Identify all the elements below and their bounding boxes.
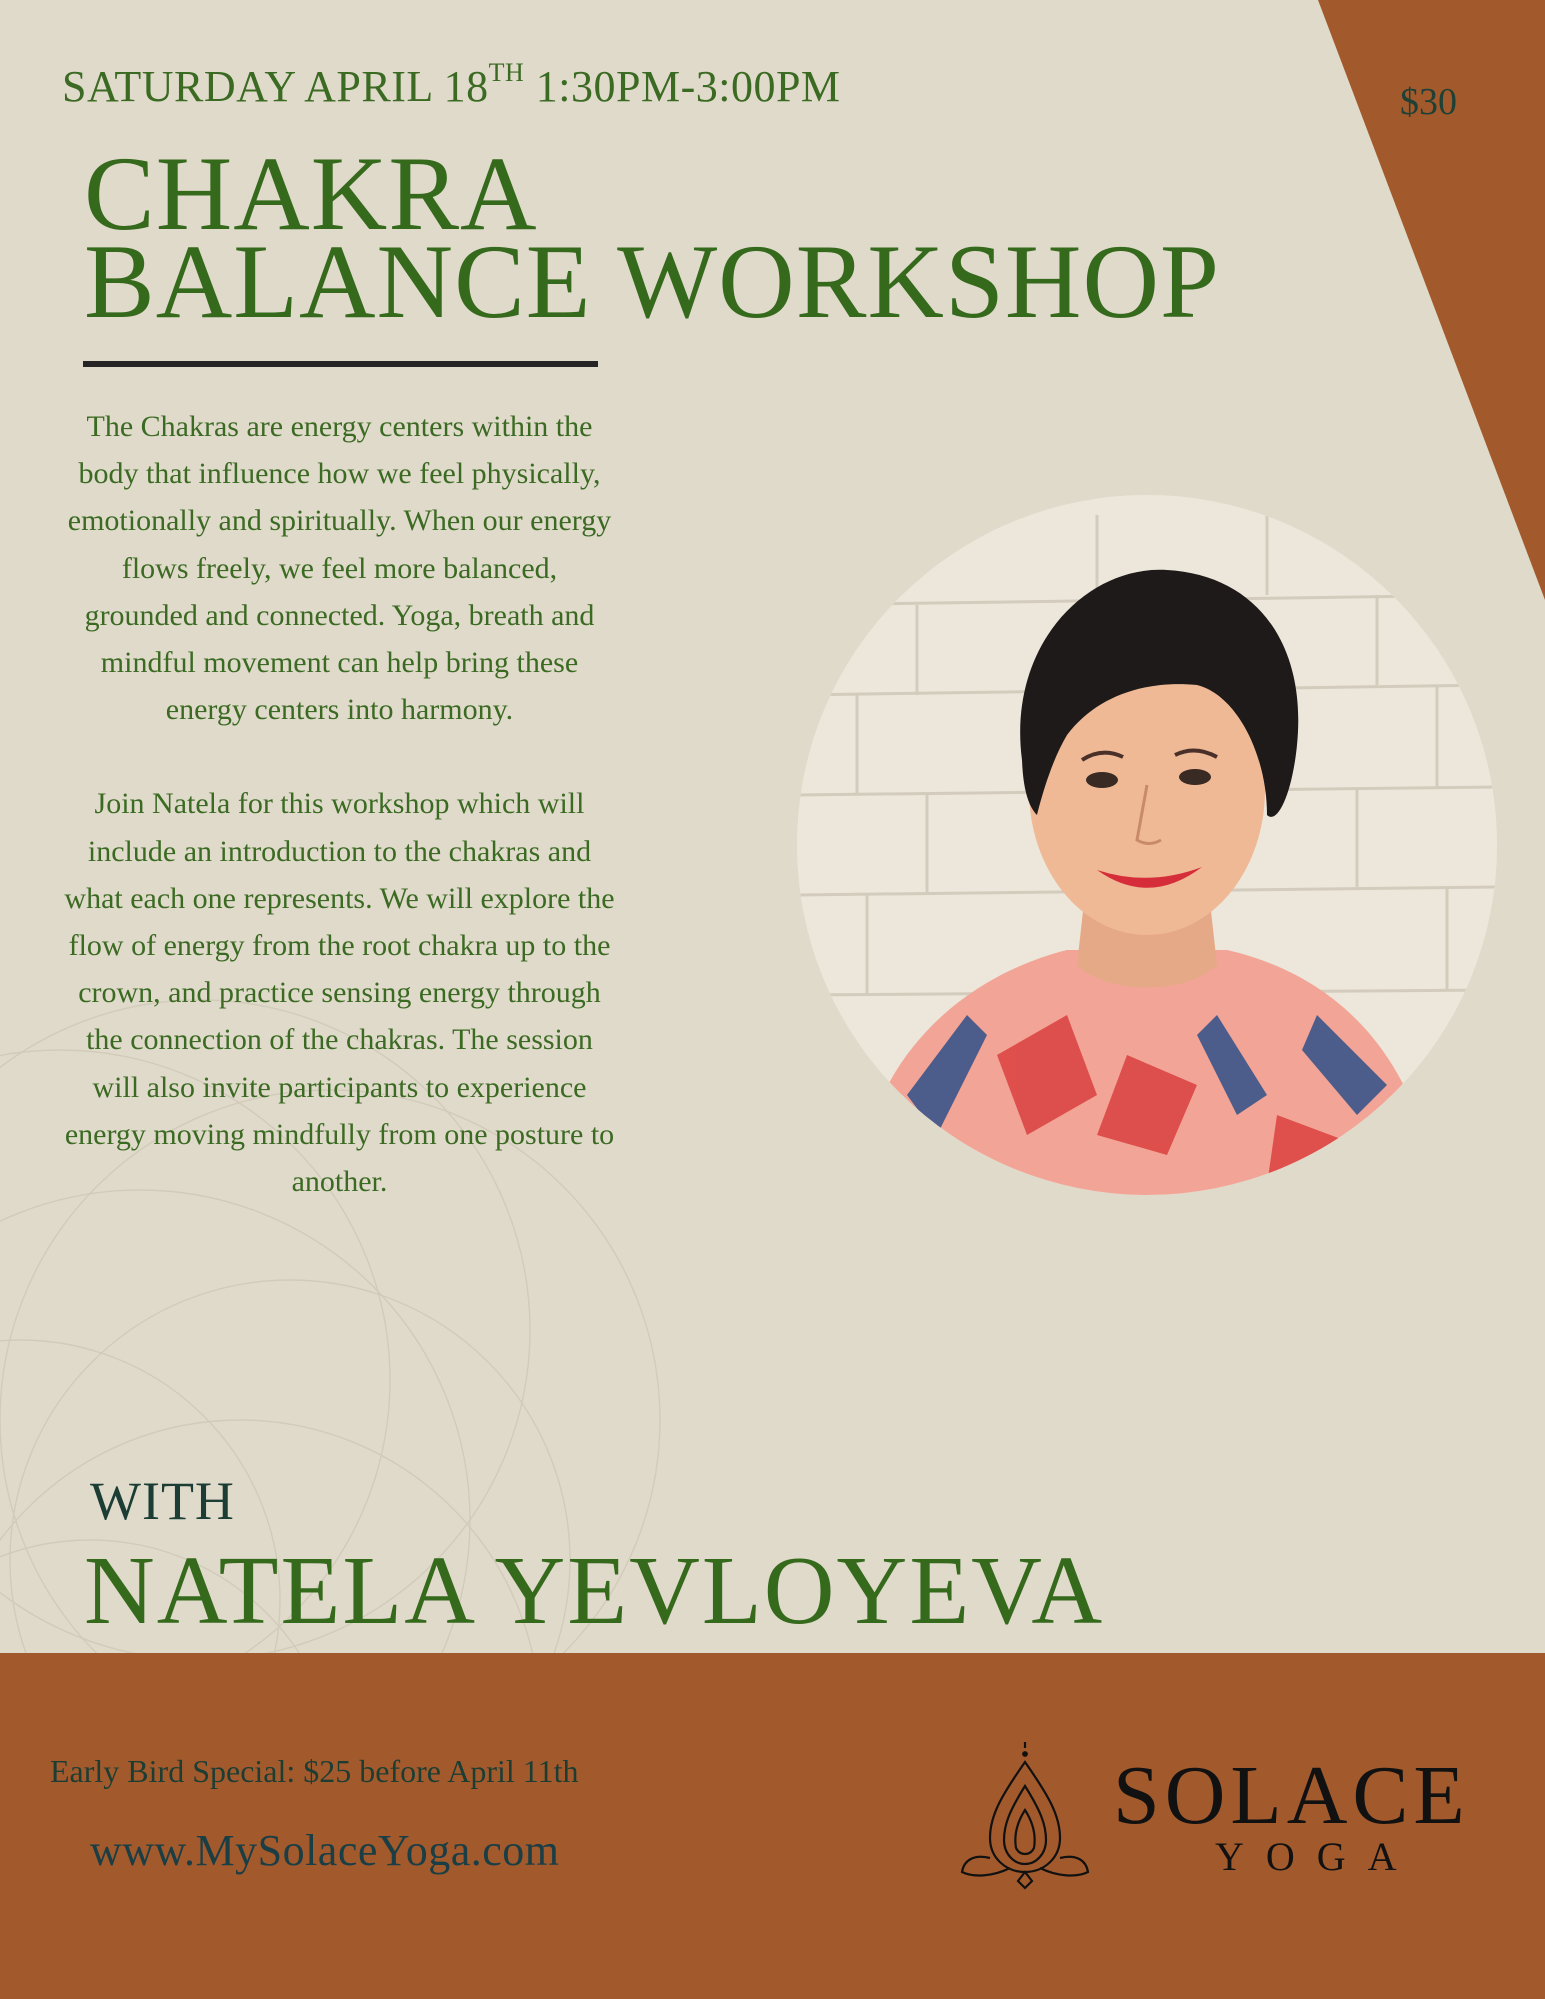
instructor-name: NATELA YEVLOYEVA xyxy=(84,1537,1105,1645)
lotus-drop-icon xyxy=(960,1740,1090,1890)
description-paragraph-1: The Chakras are energy centers within the body that influence how we feel physically, emotionally and spiritually. When our energy flows freely, we feel more balanced, grounded and connected. Yoga, breath and mindful movement can help bring these energy centers into harmony. xyxy=(67,410,612,727)
price-tag: $30 xyxy=(1400,81,1457,123)
date-ordinal-suffix: TH xyxy=(488,58,525,87)
title-underline xyxy=(83,361,598,367)
workshop-description xyxy=(62,403,617,1205)
brand-subtitle: YOGA xyxy=(1215,1834,1419,1879)
event-date: SATURDAY APRIL 18 xyxy=(62,62,489,111)
title-line-1: CHAKRA xyxy=(84,135,538,252)
description-paragraph-2: Join Natela for this workshop which will include an introduction to the chakras and what each one represents. We will explore the flow of energy from the root chakra up to the crown, and practice sensing energy through the connection of the chakras. The session will also invite participants to experience energy moving mindfully from one posture to another. xyxy=(64,787,615,1199)
brand-name: SOLACE xyxy=(1113,1749,1470,1842)
title-line-2: BALANCE WORKSHOP xyxy=(84,223,1220,340)
instructor-portrait xyxy=(797,495,1497,1195)
early-bird-offer: Early Bird Special: $25 before April 11th xyxy=(50,1753,579,1789)
workshop-title xyxy=(84,135,1220,340)
website-link[interactable]: www.MySolaceYoga.com xyxy=(90,1826,560,1875)
with-label: WITH xyxy=(90,1471,235,1531)
event-date-time xyxy=(62,58,841,112)
event-time: 1:30PM-3:00PM xyxy=(524,62,841,111)
